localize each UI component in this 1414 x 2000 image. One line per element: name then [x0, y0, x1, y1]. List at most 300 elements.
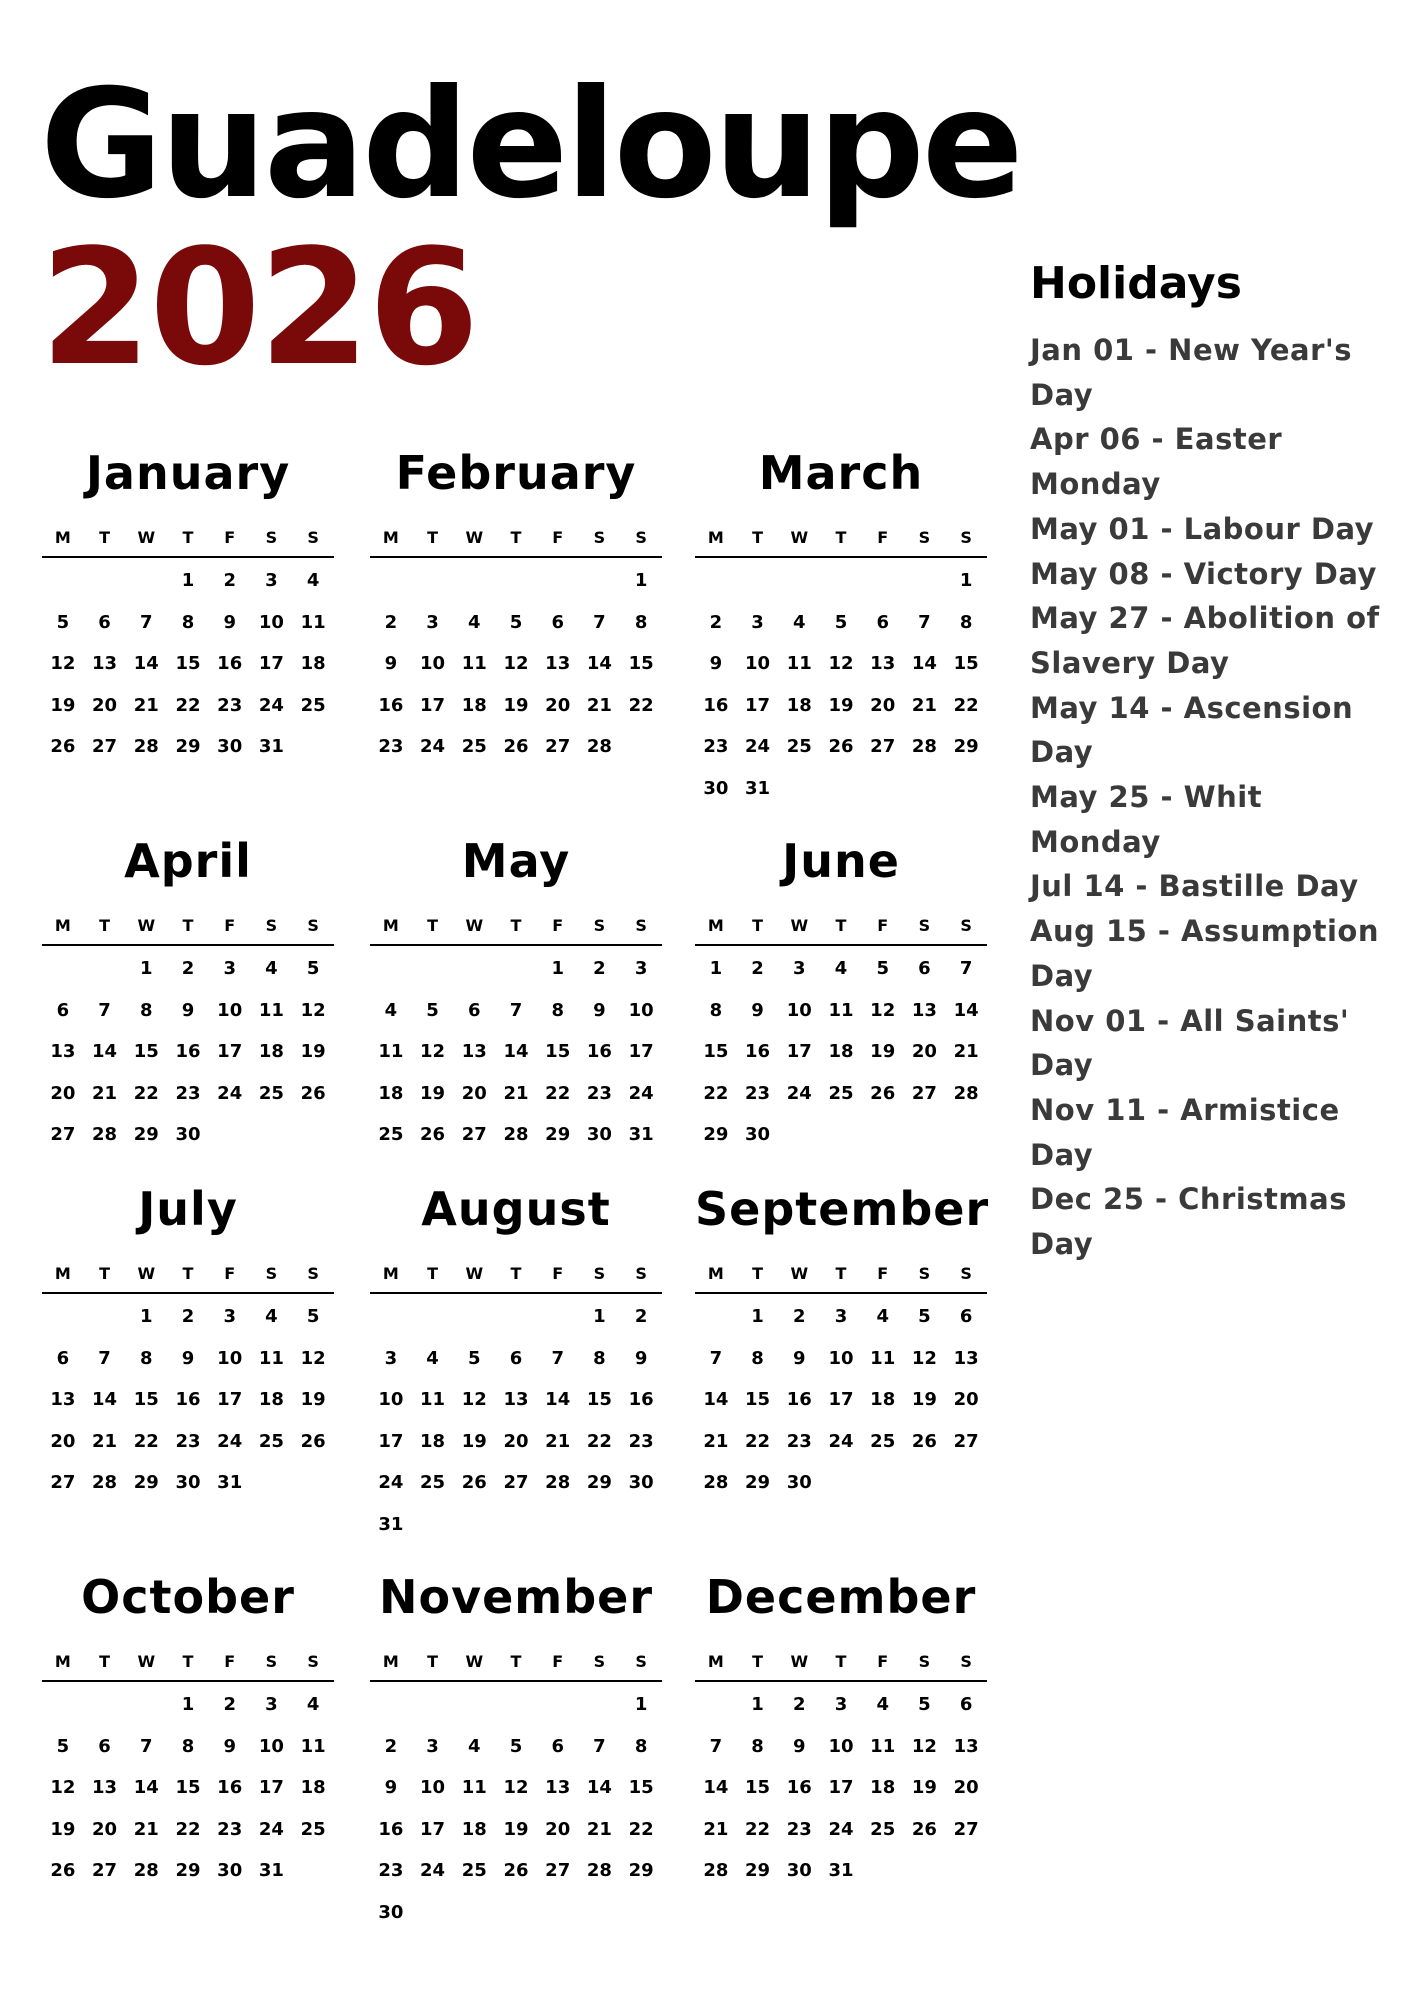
- weekday-label: W: [790, 1652, 809, 1671]
- day-cell: 2: [793, 1306, 806, 1327]
- month-june: [695, 834, 987, 1162]
- day-cell: 16: [786, 1389, 812, 1410]
- day-cell: 5: [876, 958, 889, 979]
- day-cell: 29: [175, 736, 201, 757]
- weekday-label: S: [307, 528, 319, 547]
- day-cell: 12: [50, 653, 76, 674]
- day-cell: 18: [870, 1777, 896, 1798]
- day-cell: 25: [870, 1430, 896, 1452]
- day-cell: 29: [953, 736, 979, 757]
- day-cell: 20: [503, 1430, 529, 1452]
- day-cell: 17: [258, 1777, 284, 1798]
- day-cell: 16: [703, 694, 729, 716]
- day-cell: 12: [503, 653, 529, 674]
- day-cell: 25: [300, 694, 326, 716]
- day-cell: 2: [181, 958, 195, 979]
- day-cell: 12: [911, 1735, 937, 1757]
- day-cell: 21: [703, 1818, 729, 1840]
- weekday-label: T: [510, 528, 522, 547]
- weekday-label: S: [960, 916, 972, 935]
- day-cell: 5: [509, 1735, 523, 1757]
- day-cell: 23: [786, 1430, 812, 1452]
- day-cell: 30: [786, 1472, 812, 1493]
- day-grid: [695, 566, 987, 815]
- weekday-label: T: [752, 1652, 764, 1671]
- day-cell: 24: [258, 694, 284, 716]
- weekday-label: F: [224, 916, 236, 935]
- day-cell: 25: [870, 1818, 896, 1840]
- day-cell: 31: [378, 1513, 404, 1535]
- day-cell: 31: [745, 777, 771, 799]
- day-cell: 11: [828, 999, 854, 1021]
- month-may: [370, 834, 662, 1162]
- weekday-label: F: [224, 528, 236, 547]
- day-cell: 25: [378, 1124, 404, 1145]
- day-cell: 12: [870, 999, 896, 1021]
- day-cell: 28: [133, 736, 159, 757]
- day-cell: 5: [918, 1306, 931, 1327]
- weekday-label: F: [877, 916, 889, 935]
- month-april: [42, 834, 334, 1162]
- weekday-label: M: [54, 916, 71, 935]
- day-cell: 1: [709, 958, 723, 979]
- day-cell: 23: [175, 1430, 201, 1452]
- day-cell: 20: [953, 1777, 979, 1798]
- day-cell: 12: [300, 1347, 326, 1369]
- holiday-item: Nov 01 - All Saints' Day: [1030, 1003, 1350, 1083]
- day-cell: 22: [953, 694, 979, 716]
- weekday-label: S: [593, 1652, 606, 1671]
- day-cell: 3: [426, 1735, 439, 1757]
- weekday-label: T: [752, 1264, 764, 1283]
- day-cell: 9: [793, 1347, 806, 1369]
- day-cell: 21: [133, 694, 159, 716]
- day-cell: 21: [503, 1082, 529, 1104]
- day-grid: [42, 954, 334, 1162]
- day-cell: 23: [586, 1082, 612, 1104]
- day-cell: 17: [828, 1389, 854, 1410]
- day-cell: 15: [745, 1389, 771, 1410]
- day-cell: 30: [703, 777, 729, 799]
- day-cell: 23: [217, 1818, 243, 1840]
- day-cell: 5: [918, 1694, 931, 1715]
- day-cell: 6: [551, 1735, 564, 1757]
- day-cell: 22: [545, 1082, 571, 1104]
- day-cell: 14: [133, 1777, 159, 1798]
- day-cell: 17: [378, 1430, 404, 1452]
- day-cell: 26: [870, 1082, 896, 1104]
- day-cell: 15: [586, 1389, 612, 1410]
- weekday-label: M: [54, 1652, 71, 1671]
- day-cell: 19: [911, 1389, 937, 1410]
- day-cell: 16: [745, 1041, 771, 1062]
- weekday-label: S: [918, 1652, 931, 1671]
- day-cell: 7: [959, 958, 973, 979]
- weekday-label: T: [835, 528, 847, 547]
- day-cell: 5: [426, 999, 439, 1021]
- holiday-item: Aug 15 - Assumption Day: [1030, 914, 1379, 993]
- day-cell: 19: [50, 694, 76, 716]
- day-cell: 15: [745, 1777, 771, 1798]
- day-cell: 8: [751, 1347, 764, 1369]
- day-cell: 15: [133, 1041, 159, 1062]
- day-cell: 7: [140, 1735, 153, 1757]
- weekday-header: [42, 526, 334, 558]
- weekday-label: S: [635, 916, 647, 935]
- day-cell: 29: [133, 1124, 159, 1145]
- day-cell: 19: [420, 1082, 446, 1104]
- day-cell: 1: [751, 1694, 764, 1715]
- day-cell: 19: [300, 1389, 326, 1410]
- day-cell: 4: [265, 958, 278, 979]
- day-cell: 27: [953, 1818, 979, 1840]
- day-cell: 11: [870, 1735, 896, 1757]
- day-cell: 7: [140, 611, 153, 633]
- day-cell: 11: [300, 1735, 326, 1757]
- day-cell: 8: [959, 611, 973, 633]
- day-cell: 28: [953, 1082, 979, 1104]
- day-cell: 15: [133, 1389, 159, 1410]
- weekday-label: S: [265, 1652, 278, 1671]
- day-cell: 6: [468, 999, 481, 1021]
- weekday-label: W: [790, 528, 809, 547]
- day-cell: 8: [709, 999, 723, 1021]
- day-cell: 3: [426, 611, 439, 633]
- day-cell: 25: [300, 1818, 326, 1840]
- day-cell: 7: [709, 1347, 723, 1369]
- day-cell: 4: [468, 1735, 481, 1757]
- day-cell: 27: [911, 1082, 937, 1104]
- day-cell: 4: [306, 1694, 320, 1715]
- holidays-title: Holidays: [1030, 258, 1242, 309]
- day-cell: 23: [745, 1082, 771, 1104]
- day-cell: 18: [461, 694, 487, 716]
- month-name: June: [782, 834, 900, 888]
- day-cell: 3: [834, 1694, 848, 1715]
- day-cell: 24: [786, 1082, 812, 1104]
- weekday-label: W: [137, 1652, 156, 1671]
- day-cell: 24: [258, 1818, 284, 1840]
- day-cell: 7: [593, 611, 606, 633]
- day-cell: 19: [503, 694, 529, 716]
- holiday-item: May 14 - Ascension Day: [1030, 690, 1354, 770]
- day-cell: 10: [258, 611, 284, 633]
- day-cell: 24: [828, 1430, 854, 1452]
- day-cell: 19: [870, 1041, 896, 1062]
- day-cell: 24: [420, 1860, 446, 1881]
- day-cell: 10: [828, 1735, 854, 1757]
- day-cell: 8: [634, 1735, 648, 1757]
- day-cell: 26: [300, 1430, 326, 1452]
- weekday-label: W: [137, 1264, 156, 1283]
- day-cell: 24: [217, 1430, 243, 1452]
- day-grid: [42, 1690, 334, 1898]
- day-cell: 29: [745, 1472, 771, 1493]
- day-cell: 2: [709, 611, 723, 633]
- month-november: [370, 1570, 662, 1939]
- day-cell: 1: [551, 958, 564, 979]
- day-cell: 22: [703, 1082, 729, 1104]
- day-cell: 27: [545, 1860, 571, 1881]
- month-name: May: [461, 834, 571, 888]
- day-cell: 13: [50, 1041, 76, 1062]
- month-name: December: [705, 1570, 977, 1624]
- day-cell: 28: [911, 736, 937, 757]
- day-cell: 21: [586, 1818, 612, 1840]
- day-cell: 3: [634, 958, 648, 979]
- day-cell: 1: [751, 1306, 764, 1327]
- day-cell: 21: [911, 694, 937, 716]
- day-cell: 25: [420, 1472, 446, 1493]
- weekday-label: T: [510, 916, 522, 935]
- weekday-label: T: [510, 1264, 522, 1283]
- day-cell: 6: [551, 611, 564, 633]
- day-cell: 15: [628, 1777, 654, 1798]
- day-cell: 10: [420, 653, 446, 674]
- day-cell: 28: [503, 1124, 529, 1145]
- weekday-label: S: [307, 1652, 319, 1671]
- day-cell: 7: [509, 999, 523, 1021]
- day-cell: 12: [420, 1041, 446, 1062]
- day-cell: 17: [628, 1041, 654, 1062]
- weekday-label: S: [635, 1264, 647, 1283]
- day-cell: 12: [50, 1777, 76, 1798]
- day-cell: 18: [300, 653, 326, 674]
- day-cell: 2: [593, 958, 606, 979]
- day-cell: 2: [384, 611, 398, 633]
- day-cell: 23: [703, 736, 729, 757]
- day-cell: 10: [786, 999, 812, 1021]
- weekday-label: M: [707, 1264, 724, 1283]
- day-cell: 6: [56, 1347, 70, 1369]
- day-cell: 10: [258, 1735, 284, 1757]
- holiday-item: Nov 11 - Armistice Day: [1030, 1092, 1340, 1172]
- day-cell: 14: [703, 1777, 729, 1798]
- day-cell: 28: [703, 1860, 729, 1881]
- weekday-header: [695, 914, 987, 946]
- day-cell: 14: [586, 653, 612, 674]
- day-cell: 23: [378, 1860, 404, 1881]
- weekday-label: T: [99, 1264, 111, 1283]
- weekday-label: M: [382, 1652, 399, 1671]
- day-cell: 16: [378, 694, 404, 716]
- day-grid: [370, 566, 662, 774]
- day-cell: 2: [384, 1735, 398, 1757]
- day-cell: 13: [461, 1041, 487, 1062]
- day-grid: [370, 1690, 662, 1939]
- day-cell: 19: [50, 1818, 76, 1840]
- day-cell: 26: [50, 1860, 76, 1881]
- weekday-label: F: [552, 1264, 564, 1283]
- day-cell: 1: [634, 1694, 648, 1715]
- weekday-header: [370, 1262, 662, 1294]
- day-cell: 25: [258, 1430, 284, 1452]
- holiday-item: Apr 06 - Easter Monday: [1030, 422, 1283, 502]
- day-grid: [42, 1302, 334, 1510]
- month-february: [370, 446, 662, 774]
- day-cell: 11: [786, 653, 812, 674]
- month-name: August: [421, 1182, 611, 1236]
- day-cell: 15: [628, 653, 654, 674]
- day-cell: 22: [133, 1082, 159, 1104]
- month-name: March: [758, 446, 924, 500]
- day-cell: 3: [751, 611, 764, 633]
- day-cell: 16: [217, 653, 243, 674]
- weekday-label: S: [918, 1264, 931, 1283]
- holiday-item: May 01 - Labour Day: [1030, 511, 1375, 546]
- day-cell: 9: [593, 999, 606, 1021]
- day-cell: 28: [545, 1472, 571, 1493]
- day-cell: 13: [92, 653, 118, 674]
- day-cell: 29: [175, 1860, 201, 1881]
- day-cell: 6: [959, 1306, 973, 1327]
- day-cell: 8: [140, 999, 153, 1021]
- day-cell: 14: [911, 653, 937, 674]
- day-cell: 27: [92, 1860, 118, 1881]
- day-cell: 25: [258, 1082, 284, 1104]
- day-cell: 25: [461, 1860, 487, 1881]
- day-cell: 24: [378, 1472, 404, 1493]
- day-cell: 6: [98, 1735, 111, 1757]
- month-name: April: [124, 834, 252, 888]
- day-cell: 5: [509, 611, 523, 633]
- day-cell: 20: [50, 1082, 76, 1104]
- day-cell: 14: [586, 1777, 612, 1798]
- weekday-header: [370, 526, 662, 558]
- day-cell: 22: [175, 1818, 201, 1840]
- day-cell: 31: [258, 1860, 284, 1881]
- weekday-label: S: [307, 916, 319, 935]
- day-cell: 25: [786, 736, 812, 757]
- day-cell: 12: [300, 999, 326, 1021]
- day-cell: 11: [258, 1347, 284, 1369]
- day-cell: 17: [420, 694, 446, 716]
- day-cell: 27: [92, 736, 118, 757]
- weekday-label: S: [265, 916, 278, 935]
- day-cell: 27: [50, 1124, 76, 1145]
- day-cell: 20: [92, 1818, 118, 1840]
- day-cell: 10: [745, 653, 771, 674]
- day-cell: 14: [92, 1389, 118, 1410]
- month-name: October: [81, 1570, 295, 1624]
- day-cell: 9: [793, 1735, 806, 1757]
- day-cell: 5: [834, 611, 848, 633]
- day-cell: 16: [786, 1777, 812, 1798]
- day-cell: 19: [300, 1041, 326, 1062]
- weekday-label: M: [54, 528, 71, 547]
- day-cell: 31: [628, 1124, 654, 1145]
- day-cell: 4: [426, 1347, 439, 1369]
- day-cell: 13: [545, 653, 571, 674]
- weekday-header: [695, 526, 987, 558]
- weekday-label: T: [510, 1652, 522, 1671]
- day-cell: 18: [258, 1041, 284, 1062]
- weekday-label: W: [137, 528, 156, 547]
- day-cell: 12: [503, 1777, 529, 1798]
- day-cell: 27: [953, 1430, 979, 1452]
- day-cell: 31: [828, 1860, 854, 1881]
- month-january: [42, 446, 334, 774]
- day-cell: 17: [420, 1818, 446, 1840]
- day-cell: 20: [953, 1389, 979, 1410]
- weekday-label: S: [593, 916, 606, 935]
- day-cell: 16: [378, 1818, 404, 1840]
- month-october: [42, 1570, 334, 1898]
- day-grid: [695, 1302, 987, 1510]
- day-cell: 27: [50, 1472, 76, 1493]
- weekday-label: F: [224, 1652, 236, 1671]
- weekday-label: T: [427, 1264, 439, 1283]
- weekday-label: S: [960, 1652, 972, 1671]
- day-cell: 26: [911, 1430, 937, 1452]
- weekday-label: M: [382, 528, 399, 547]
- day-cell: 10: [828, 1347, 854, 1369]
- day-cell: 21: [703, 1430, 729, 1452]
- day-cell: 29: [628, 1860, 654, 1881]
- day-cell: 14: [953, 999, 979, 1021]
- day-cell: 22: [175, 694, 201, 716]
- day-cell: 26: [300, 1082, 326, 1104]
- weekday-label: T: [752, 916, 764, 935]
- month-august: [370, 1182, 662, 1551]
- weekday-label: T: [835, 1264, 847, 1283]
- day-cell: 1: [140, 1306, 153, 1327]
- day-cell: 3: [265, 1694, 278, 1715]
- day-cell: 10: [378, 1389, 404, 1410]
- day-cell: 22: [745, 1818, 771, 1840]
- day-cell: 8: [551, 999, 564, 1021]
- day-grid: [695, 954, 987, 1162]
- weekday-label: S: [960, 528, 972, 547]
- day-cell: 24: [745, 736, 771, 757]
- day-cell: 9: [223, 611, 236, 633]
- day-cell: 3: [223, 958, 236, 979]
- weekday-label: T: [182, 1264, 194, 1283]
- month-march: [695, 446, 987, 815]
- holiday-item: Dec 25 - Christmas Day: [1030, 1182, 1347, 1262]
- day-cell: 4: [876, 1694, 889, 1715]
- day-cell: 3: [384, 1347, 398, 1369]
- weekday-label: M: [707, 528, 724, 547]
- day-cell: 9: [751, 999, 764, 1021]
- weekday-label: T: [99, 1652, 111, 1671]
- day-cell: 20: [911, 1041, 937, 1062]
- day-cell: 17: [786, 1041, 812, 1062]
- weekday-label: W: [137, 916, 156, 935]
- day-cell: 7: [593, 1735, 606, 1757]
- day-cell: 30: [745, 1124, 771, 1145]
- month-name: November: [378, 1570, 654, 1624]
- weekday-label: S: [960, 1264, 972, 1283]
- holiday-item: Jan 01 - New Year's Day: [1030, 333, 1353, 412]
- day-cell: 2: [223, 1694, 236, 1715]
- weekday-label: T: [427, 528, 439, 547]
- weekday-label: F: [552, 528, 564, 547]
- day-cell: 15: [175, 1777, 201, 1798]
- day-cell: 30: [628, 1472, 654, 1493]
- day-grid: [695, 1690, 987, 1898]
- day-cell: 10: [217, 1347, 243, 1369]
- day-cell: 3: [223, 1306, 236, 1327]
- day-cell: 11: [300, 611, 326, 633]
- day-cell: 2: [634, 1306, 648, 1327]
- day-cell: 21: [133, 1818, 159, 1840]
- weekday-header: [42, 914, 334, 946]
- weekday-label: S: [593, 1264, 606, 1283]
- day-cell: 30: [217, 736, 243, 757]
- day-cell: 22: [628, 1818, 654, 1840]
- day-cell: 18: [420, 1430, 446, 1452]
